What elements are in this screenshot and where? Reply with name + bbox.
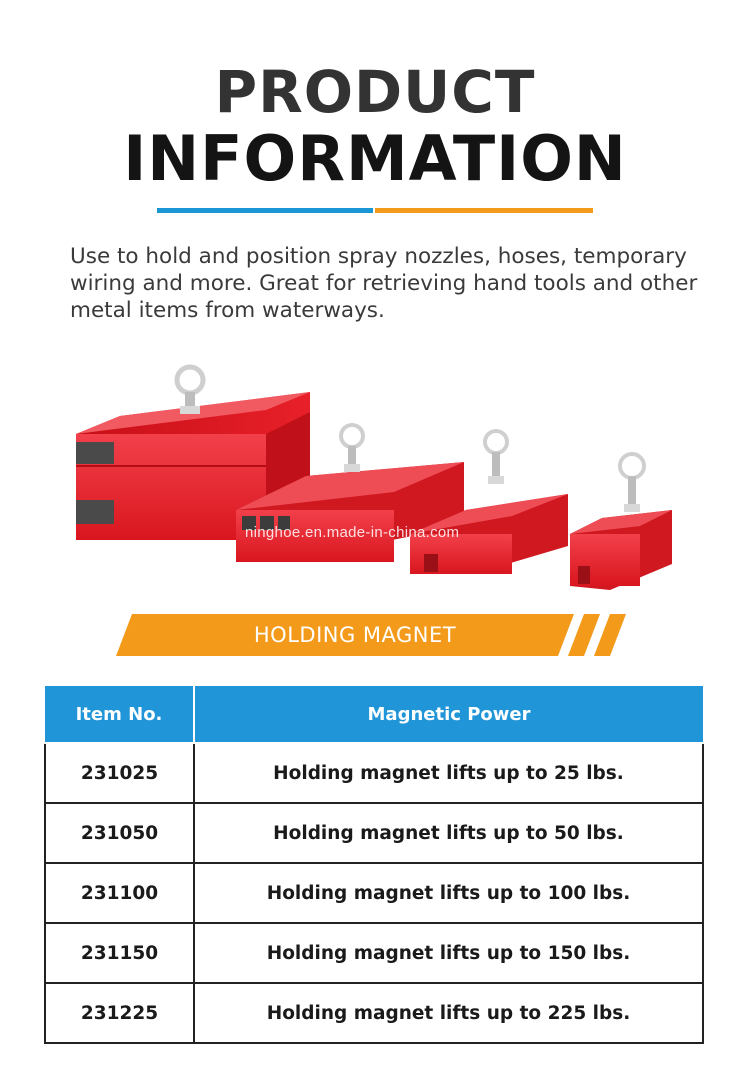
watermark: ninghoe.en.made-in-china.com [245,524,460,541]
header-magnetic-power: Magnetic Power [194,685,703,743]
magnetic-power: Holding magnet lifts up to 150 lbs. [194,923,703,983]
table-row [45,923,703,983]
table-header-row [45,685,703,743]
page-title-line1: PRODUCT [214,58,536,126]
magnetic-power: Holding magnet lifts up to 25 lbs. [194,743,703,803]
table-row [45,983,703,1043]
table-row [45,743,703,803]
item-number: 231050 [45,803,194,863]
table-row [45,803,703,863]
product-description: Use to hold and position spray nozzles, hoses, temporary wiring and more. Great for retrieving hand tools and other metal items from waterways. [70,244,698,323]
magnetic-power: Holding magnet lifts up to 100 lbs. [194,863,703,923]
item-number: 231100 [45,863,194,923]
section-banner-label: HOLDING MAGNET [253,623,457,647]
title-underline-orange [375,208,593,213]
magnetic-power: Holding magnet lifts up to 225 lbs. [194,983,703,1043]
magnet-smallest [570,454,672,590]
item-number: 231025 [45,743,194,803]
page-title-line2: INFORMATION [123,122,627,195]
spec-table [44,684,704,1044]
magnetic-power: Holding magnet lifts up to 50 lbs. [194,803,703,863]
title-underline-blue [157,208,373,213]
item-number: 231225 [45,983,194,1043]
product-photo [60,350,700,600]
table-row [45,863,703,923]
item-number: 231150 [45,923,194,983]
header-item-no: Item No. [45,685,194,743]
